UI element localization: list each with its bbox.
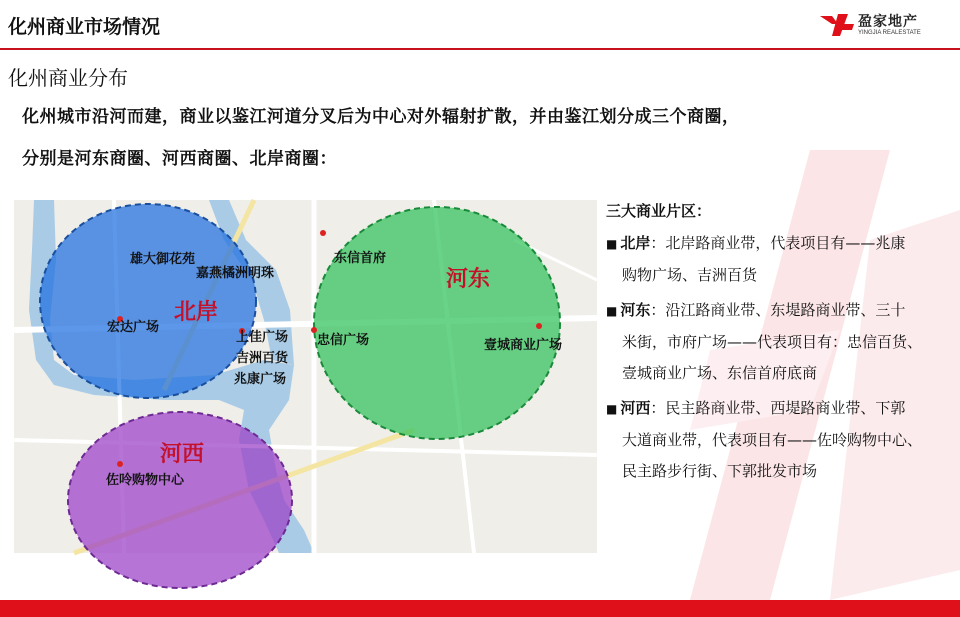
square-bullet-icon: ■	[606, 304, 618, 318]
page-header-title: 化州商业市场情况	[8, 16, 161, 38]
marker-dongxin	[320, 230, 326, 236]
zone-desc-line: ：北岸路商业带，代表项目有——兆康	[650, 234, 906, 252]
zone-item-hedong	[606, 295, 956, 389]
map-label-zhaokang: 兆康广场	[234, 372, 287, 387]
intro-line-2: 分别是河东商圈、河西商圈、北岸商圈：	[22, 149, 337, 169]
logo-subtext: YINGJIA REALESTATE	[858, 30, 921, 36]
zone-desc-line: ：民主路商业带、西堤路商业带、下郭	[650, 399, 906, 417]
zone-hedong-circle	[314, 207, 563, 439]
intro-line-1: 化州城市沿河而建，商业以鉴江河道分叉后为中心对外辐射扩散，并由鉴江划分成三个商圈，	[22, 107, 740, 127]
commercial-zone-map	[14, 200, 597, 553]
zone-desc-line: 大道商业带，代表项目有——佐呤购物中心、	[622, 431, 923, 449]
zone-item-hexi	[606, 393, 956, 487]
zone-desc-line: 购物广场、吉洲百货	[622, 266, 758, 284]
map-label-dongxin-shoufu: 东信首府	[334, 251, 387, 266]
square-bullet-icon: ■	[606, 402, 618, 416]
logo-mark-icon	[818, 10, 856, 40]
zone-description-panel	[606, 198, 956, 487]
map-label-zuoling: 佐呤购物中心	[106, 473, 185, 488]
header-divider	[0, 48, 960, 50]
map-background	[14, 200, 597, 553]
square-bullet-icon: ■	[606, 237, 618, 251]
map-label-zhongxin: 忠信广场	[317, 333, 370, 348]
marker-zuoling	[117, 461, 123, 467]
zone-name: 北岸	[620, 234, 651, 252]
zone-desc-line: 民主路步行街、下郭批发市场	[622, 462, 818, 480]
zone-hexi-label: 河西	[160, 442, 205, 467]
zone-beian-circle	[40, 204, 256, 398]
zone-name: 河西	[620, 399, 651, 417]
marker-yicheng	[536, 323, 542, 329]
footer-bar	[0, 600, 960, 617]
zone-beian-label: 北岸	[174, 300, 219, 325]
map-label-shangjia: 上佳广场	[236, 330, 289, 345]
logo-text: 盈家地产	[858, 14, 918, 30]
map-label-hongda: 宏达广场	[107, 320, 160, 335]
zone-desc-line: 壹城商业广场、东信首府底商	[622, 364, 818, 382]
zone-item-beian	[606, 228, 956, 291]
map-label-jiayan: 嘉燕橘洲明珠	[196, 266, 275, 281]
section-title: 化州商业分布	[8, 66, 128, 90]
map-label-xiongda: 雄大御花苑	[130, 252, 196, 267]
zone-name: 河东	[620, 301, 651, 319]
company-logo	[818, 10, 938, 42]
map-label-yicheng: 壹城商业广场	[484, 338, 563, 353]
zone-desc-line: 米街，市府广场——代表项目有：忠信百货、	[622, 333, 923, 351]
zone-hedong-label: 河东	[446, 267, 491, 292]
map-label-jizhou: 吉洲百货	[236, 351, 289, 366]
panel-title: 三大商业片区：	[606, 202, 712, 220]
zone-desc-line: ：沿江路商业带、东堤路商业带、三十	[650, 301, 906, 319]
